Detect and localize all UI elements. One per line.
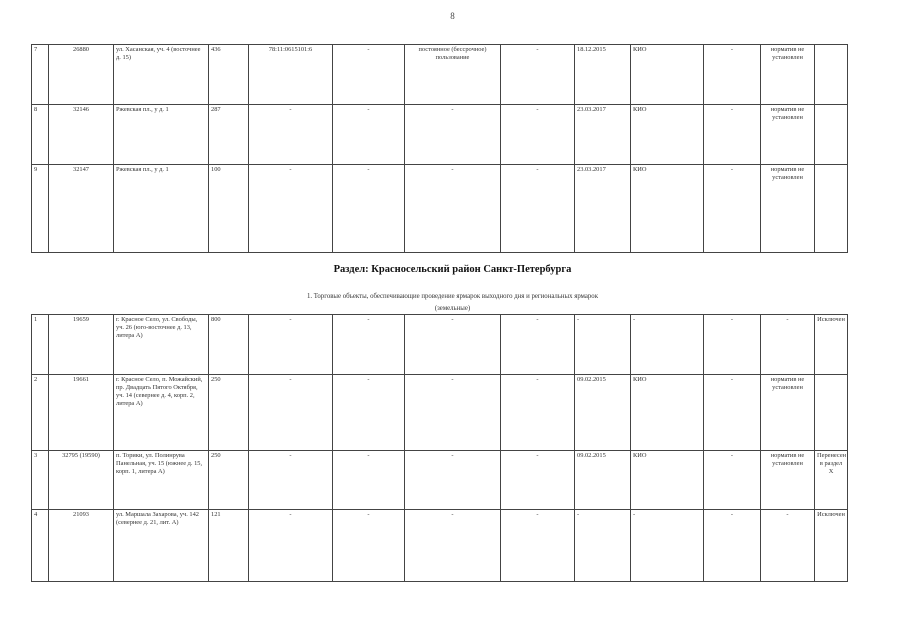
cell-c8: - xyxy=(501,315,575,375)
subtitle-line-2: (земельные) xyxy=(434,304,471,312)
cell-org: - xyxy=(631,510,704,582)
top-objects-table xyxy=(31,44,848,253)
cell-note xyxy=(815,165,848,253)
cell-address: ул. Хасанская, уч. 4 (восточнее д. 15) xyxy=(114,45,209,105)
cell-area: 287 xyxy=(209,105,249,165)
table-row xyxy=(32,105,848,165)
cell-use: - xyxy=(405,451,501,510)
table-row xyxy=(32,45,848,105)
cell-date: 23.03.2017 xyxy=(575,105,631,165)
subtitle-line-1: 1. Торговые объекты, обеспечивающие проведение ярмарок выходного дня и региональных ярмарок xyxy=(306,293,599,300)
bottom-table-body xyxy=(32,315,848,582)
cell-no: 9 xyxy=(32,165,49,253)
cell-area: 121 xyxy=(209,510,249,582)
cell-address: п. Торики, ул. Полинрува Панельная, уч. 15 (южнее д. 15, корп. 1, литера А) xyxy=(114,451,209,510)
cell-code: 21093 xyxy=(49,510,114,582)
cell-code: 19659 xyxy=(49,315,114,375)
cell-c6: - xyxy=(333,510,405,582)
cell-use: - xyxy=(405,510,501,582)
cell-org: КИО xyxy=(631,451,704,510)
cell-c11: - xyxy=(704,375,761,451)
cell-no: 4 xyxy=(32,510,49,582)
cell-date: 23.03.2017 xyxy=(575,165,631,253)
cell-area: 250 xyxy=(209,451,249,510)
cell-address: Ржевская пл., у д. 1 xyxy=(114,165,209,253)
cell-use: - xyxy=(405,315,501,375)
cell-address: ул. Маршала Захарова, уч. 142 (севернее д. 21, лит. А) xyxy=(114,510,209,582)
cell-c11: - xyxy=(704,510,761,582)
cell-c11: - xyxy=(704,451,761,510)
cell-cadastral: - xyxy=(249,510,333,582)
bottom-objects-table xyxy=(31,314,848,582)
cell-code: 32147 xyxy=(49,165,114,253)
cell-org: - xyxy=(631,315,704,375)
cell-cadastral: - xyxy=(249,315,333,375)
cell-date: 09.02.2015 xyxy=(575,375,631,451)
cell-area: 250 xyxy=(209,375,249,451)
cell-c8: - xyxy=(501,451,575,510)
cell-status: норматив не установлен xyxy=(761,165,815,253)
cell-cadastral: 78:11:0615101:6 xyxy=(249,45,333,105)
cell-note: Исключен xyxy=(815,315,848,375)
cell-use: - xyxy=(405,165,501,253)
cell-cadastral: - xyxy=(249,375,333,451)
cell-cadastral: - xyxy=(249,451,333,510)
cell-note xyxy=(815,375,848,451)
section-title: Раздел: Красносельский район Санкт-Петербурга xyxy=(333,264,572,275)
cell-status: норматив не установлен xyxy=(761,375,815,451)
cell-c6: - xyxy=(333,105,405,165)
cell-code: 32146 xyxy=(49,105,114,165)
cell-c11: - xyxy=(704,165,761,253)
cell-status: норматив не установлен xyxy=(761,45,815,105)
cell-area: 100 xyxy=(209,165,249,253)
cell-c8: - xyxy=(501,510,575,582)
table-row xyxy=(32,165,848,253)
cell-use: - xyxy=(405,375,501,451)
table-row xyxy=(32,510,848,582)
table-row xyxy=(32,375,848,451)
cell-date: 18.12.2015 xyxy=(575,45,631,105)
section-subtitle xyxy=(0,291,905,314)
cell-status: - xyxy=(761,510,815,582)
cell-c6: - xyxy=(333,451,405,510)
cell-org: КИО xyxy=(631,375,704,451)
cell-use: постоянное (бессрочное) пользование xyxy=(405,45,501,105)
cell-c6: - xyxy=(333,375,405,451)
cell-address: г. Красное Село, п. Можайский, пр. Двадцать Пятого Октября, уч. 14 (севернее д. 4, корп. 2, литера А) xyxy=(114,375,209,451)
cell-org: КИО xyxy=(631,105,704,165)
cell-c8: - xyxy=(501,45,575,105)
cell-area: 436 xyxy=(209,45,249,105)
cell-no: 3 xyxy=(32,451,49,510)
cell-status: - xyxy=(761,315,815,375)
cell-code: 26880 xyxy=(49,45,114,105)
cell-code: 32795 (19590) xyxy=(49,451,114,510)
cell-code: 19661 xyxy=(49,375,114,451)
cell-c6: - xyxy=(333,315,405,375)
cell-c6: - xyxy=(333,45,405,105)
cell-no: 7 xyxy=(32,45,49,105)
cell-org: КИО xyxy=(631,45,704,105)
cell-c6: - xyxy=(333,165,405,253)
cell-c11: - xyxy=(704,45,761,105)
cell-c11: - xyxy=(704,315,761,375)
cell-date: 09.02.2015 xyxy=(575,451,631,510)
cell-note xyxy=(815,105,848,165)
cell-use: - xyxy=(405,105,501,165)
page-number: 8 xyxy=(450,11,455,21)
cell-c8: - xyxy=(501,105,575,165)
cell-note: Исключен xyxy=(815,510,848,582)
cell-area: 800 xyxy=(209,315,249,375)
cell-date: - xyxy=(575,315,631,375)
cell-cadastral: - xyxy=(249,105,333,165)
cell-org: КИО xyxy=(631,165,704,253)
cell-date: - xyxy=(575,510,631,582)
cell-note: Перенесен в раздел X xyxy=(815,451,848,510)
cell-no: 1 xyxy=(32,315,49,375)
cell-no: 8 xyxy=(32,105,49,165)
top-table-body xyxy=(32,45,848,253)
cell-no: 2 xyxy=(32,375,49,451)
cell-note xyxy=(815,45,848,105)
cell-c8: - xyxy=(501,375,575,451)
cell-status: норматив не установлен xyxy=(761,105,815,165)
cell-status: норматив не установлен xyxy=(761,451,815,510)
cell-address: Ржевская пл., у д. 1 xyxy=(114,105,209,165)
table-row xyxy=(32,315,848,375)
cell-address: г. Красное Село, ул. Свободы, уч. 26 (юго-восточнее д. 13, литера А) xyxy=(114,315,209,375)
cell-c8: - xyxy=(501,165,575,253)
table-row xyxy=(32,451,848,510)
cell-c11: - xyxy=(704,105,761,165)
cell-cadastral: - xyxy=(249,165,333,253)
